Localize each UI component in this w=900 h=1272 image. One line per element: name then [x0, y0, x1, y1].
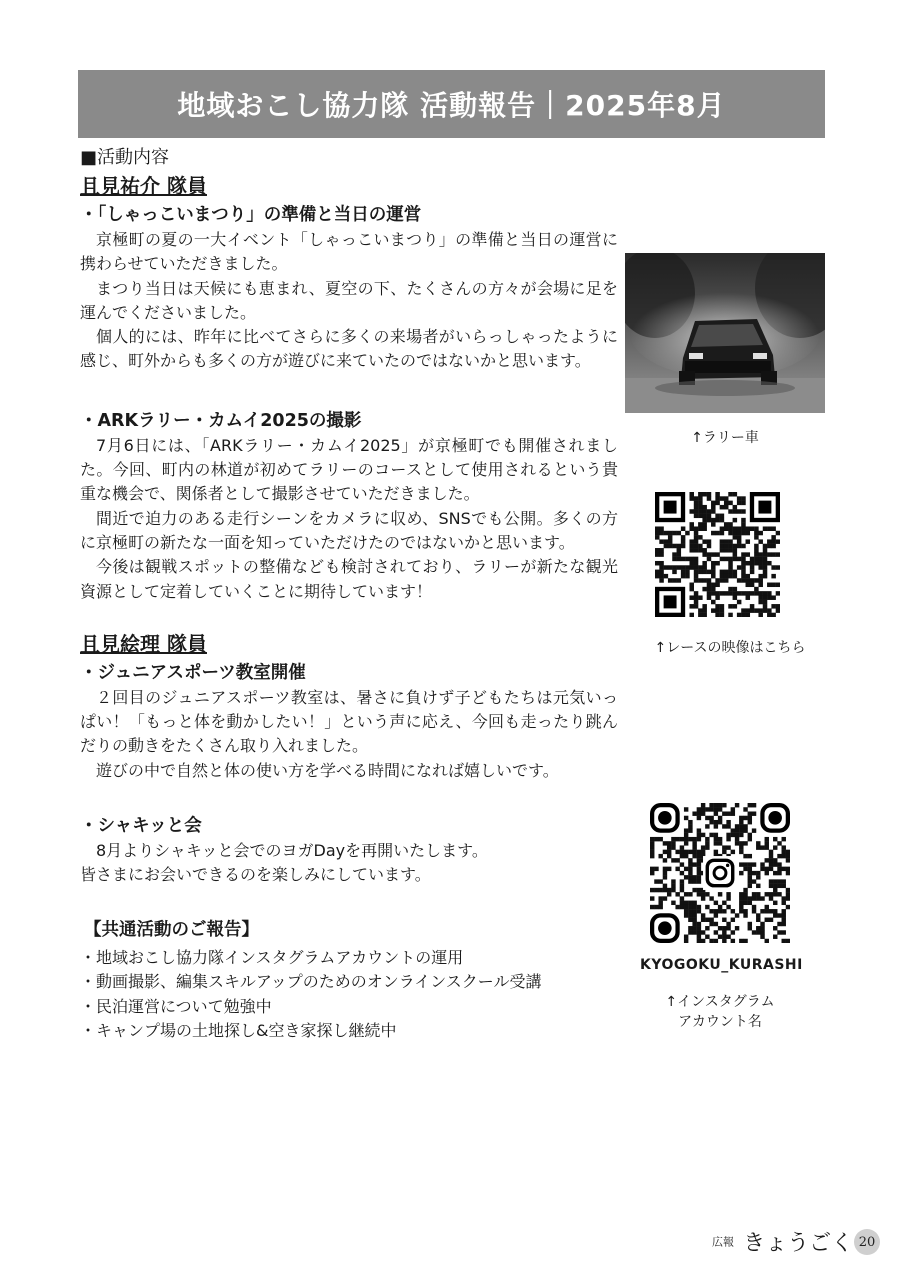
- main-column: [80, 146, 618, 1044]
- brand-main: きょうごく: [743, 1231, 854, 1256]
- list-item: ・民泊運営について勉強中: [80, 996, 272, 1016]
- paragraph: 8月よりシャキッと会でのヨガDayを再開いたします。: [96, 841, 488, 861]
- paragraph: 個人的には、昨年に比べてさらに多くの来場者がいらっしゃったように感じ、町外からも多くの方が遊びに来ていたのではないかと思います。: [80, 327, 618, 371]
- member-name-2: 且見絵理 隊員: [80, 631, 207, 656]
- rally-car-photo: [625, 253, 825, 413]
- paragraph: ２回目のジュニアスポーツ教室は、暑さに負けず子どもたちは元気いっぱい！「もっと体を動かしたい！」という声に応え、今回も走ったり跳んだりの動きをたくさん取り入れました。: [80, 687, 618, 756]
- paragraph: 遊びの中で自然と体の使い方を学べる時間になれば嬉しいです。: [96, 760, 559, 780]
- instagram-qr-code[interactable]: [650, 803, 790, 943]
- qr-code-caption: ↑レースの映像はこちら: [654, 640, 806, 656]
- rally-car-illustration: [625, 253, 825, 413]
- paragraph: 間近で迫力のある走行シーンをカメラに収め、SNSでも公開。多くの方に京極町の新たな一面を知っていただけたのではないかと思います。: [80, 508, 618, 552]
- page-title: 地域おこし協力隊 活動報告｜2025年8月: [177, 89, 726, 122]
- instagram-caption-line1: ↑インスタグラム: [665, 994, 775, 1010]
- newsletter-brand: [712, 1226, 853, 1257]
- brand-small: 広報: [712, 1235, 734, 1249]
- section-label: ■活動内容: [80, 147, 170, 168]
- topic-title: ・ARKラリー・カムイ2025の撮影: [80, 410, 362, 431]
- common-activities-list: [80, 946, 618, 1044]
- instagram-handle: KYOGOKU_KURASHI: [640, 957, 803, 973]
- instagram-caption-line2: アカウント名: [678, 1014, 762, 1030]
- member-name-1: 且見祐介 隊員: [80, 174, 207, 198]
- topic-title: ・ジュニアスポーツ教室開催: [80, 662, 306, 683]
- topic-title: ・「しゃっこいまつり」の準備と当日の運営: [80, 205, 422, 225]
- list-item: ・地域おこし協力隊インスタグラムアカウントの運用: [80, 947, 464, 967]
- list-item: ・動画撮影、編集スキルアップのためのオンラインスクール受講: [80, 972, 542, 992]
- page-title-banner: [78, 70, 825, 138]
- common-activities-title: 【共通活動のご報告】: [84, 919, 259, 940]
- paragraph: 皆さまにお会いできるのを楽しみにしています。: [80, 865, 431, 885]
- list-item: ・キャンプ場の土地探し&空き家探し継続中: [80, 1021, 397, 1041]
- page-number-text: 20: [858, 1234, 876, 1250]
- topic-title: ・シャキッと会: [80, 816, 202, 837]
- paragraph: まつり当日は天候にも恵まれ、夏空の下、たくさんの方々が会場に足を運んでくださいました。: [80, 278, 618, 322]
- paragraph: 京極町の夏の一大イベント「しゃっこいまつり」の準備と当日の運営に携わらせていただきました。: [80, 230, 618, 274]
- paragraph: 7月6日には、「ARKラリー・カムイ2025」が京極町でも開催されました。今回、町内の林道が初めてラリーのコースとして使用されるという貴重な機会で、関係者として撮影させていただきました。: [80, 435, 618, 504]
- photo-caption: ↑ラリー車: [691, 430, 759, 446]
- paragraph: 今後は観戦スポットの整備なども検討されており、ラリーが新たな観光資源として定着していくことに期待しています！: [80, 557, 618, 601]
- page-number: [854, 1229, 880, 1255]
- race-video-qr-code[interactable]: [655, 492, 780, 617]
